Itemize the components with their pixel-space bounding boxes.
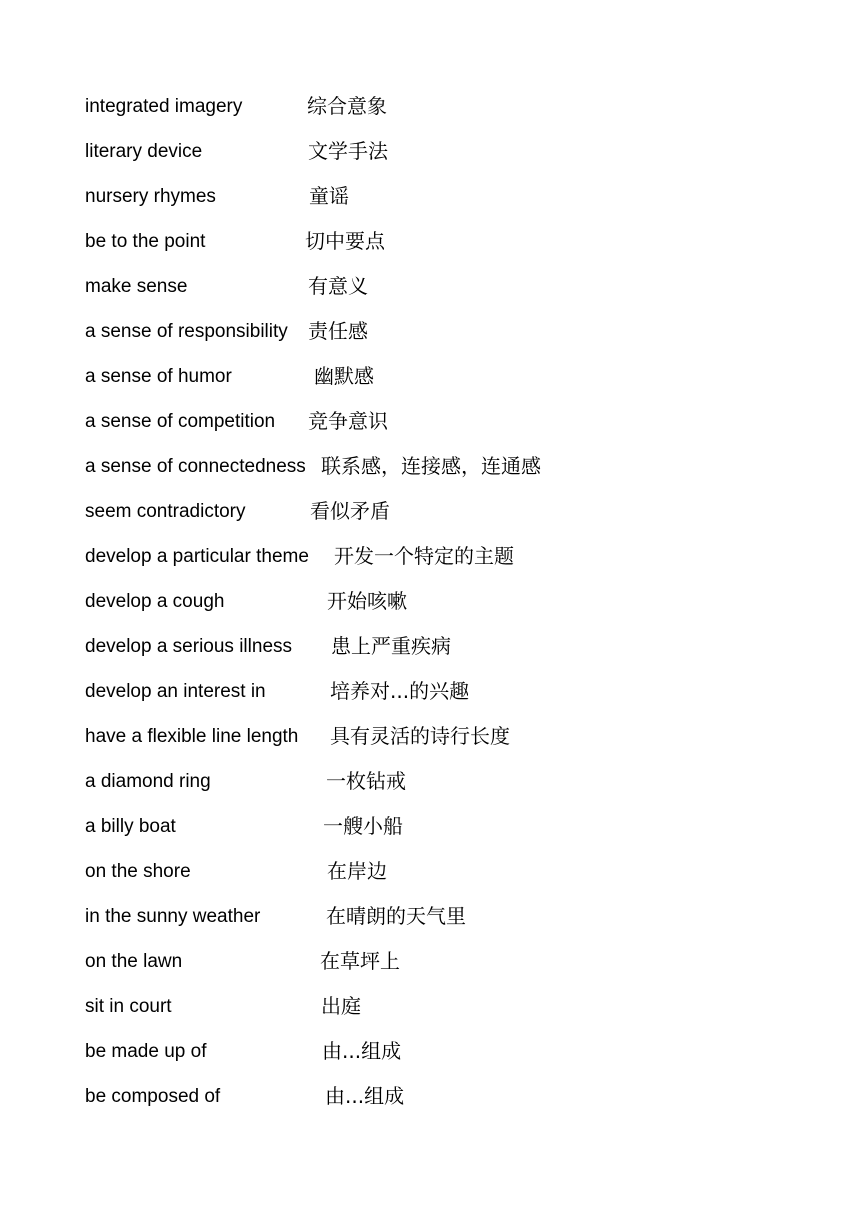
english-phrase: be to the point — [85, 231, 206, 252]
chinese-translation: 文学手法 — [308, 139, 388, 163]
vocabulary-entry — [85, 804, 785, 849]
chinese-translation: 综合意象 — [307, 94, 387, 118]
english-phrase: integrated imagery — [85, 96, 243, 117]
english-phrase: seem contradictory — [85, 501, 246, 522]
english-phrase: sit in court — [85, 996, 172, 1017]
vocabulary-entry — [85, 669, 785, 714]
vocabulary-entry — [85, 624, 785, 669]
vocabulary-entry — [85, 534, 785, 579]
english-phrase: develop a particular theme — [85, 546, 309, 567]
chinese-translation: 一枚钻戒 — [326, 769, 406, 793]
english-phrase: a billy boat — [85, 816, 176, 837]
english-phrase: in the sunny weather — [85, 906, 261, 927]
english-phrase: develop an interest in — [85, 681, 266, 702]
english-phrase: on the shore — [85, 861, 191, 882]
chinese-translation: 患上严重疾病 — [331, 634, 451, 658]
vocabulary-entry — [85, 759, 785, 804]
chinese-translation: 在草坪上 — [320, 949, 400, 973]
chinese-translation: 开发一个特定的主题 — [334, 544, 514, 568]
chinese-translation: 由...组成 — [325, 1084, 405, 1108]
english-phrase: have a flexible line length — [85, 726, 299, 747]
chinese-translation: 出庭 — [321, 994, 361, 1018]
vocabulary-entry — [85, 849, 785, 894]
chinese-translation: 幽默感 — [314, 364, 374, 388]
chinese-translation: 培养对...的兴趣 — [330, 679, 470, 703]
vocabulary-entry — [85, 174, 785, 219]
vocabulary-entry — [85, 84, 785, 129]
english-phrase: a sense of connectedness — [85, 456, 306, 477]
chinese-translation: 童谣 — [309, 184, 349, 208]
chinese-translation: 一艘小船 — [323, 814, 403, 838]
chinese-translation: 具有灵活的诗行长度 — [330, 724, 510, 748]
vocabulary-entry — [85, 444, 785, 489]
english-phrase: nursery rhymes — [85, 186, 216, 207]
vocabulary-entry — [85, 264, 785, 309]
chinese-translation: 责任感 — [308, 319, 368, 343]
vocabulary-entry — [85, 714, 785, 759]
vocabulary-entry — [85, 399, 785, 444]
vocabulary-entry — [85, 939, 785, 984]
english-phrase: on the lawn — [85, 951, 183, 972]
chinese-translation: 看似矛盾 — [310, 499, 390, 523]
chinese-translation: 竞争意识 — [308, 409, 388, 433]
english-phrase: be composed of — [85, 1086, 221, 1107]
english-phrase: a diamond ring — [85, 771, 211, 792]
vocabulary-entry — [85, 984, 785, 1029]
vocabulary-entry — [85, 354, 785, 399]
english-phrase: a sense of responsibility — [85, 321, 288, 342]
english-phrase: develop a cough — [85, 591, 225, 612]
chinese-translation: 开始咳嗽 — [327, 589, 407, 613]
vocabulary-entry — [85, 1029, 785, 1074]
vocabulary-entry — [85, 129, 785, 174]
chinese-translation: 在晴朗的天气里 — [326, 904, 466, 928]
vocabulary-entry — [85, 1074, 785, 1119]
vocabulary-entry — [85, 489, 785, 534]
chinese-translation: 有意义 — [308, 274, 368, 298]
english-phrase: literary device — [85, 141, 203, 162]
chinese-translation: 切中要点 — [305, 229, 385, 253]
vocabulary-entry — [85, 579, 785, 624]
vocabulary-entry — [85, 894, 785, 939]
english-phrase: be made up of — [85, 1041, 207, 1062]
english-phrase: make sense — [85, 276, 188, 297]
vocabulary-list — [85, 84, 785, 1119]
chinese-translation: 在岸边 — [327, 859, 387, 883]
english-phrase: a sense of humor — [85, 366, 232, 387]
vocabulary-entry — [85, 219, 785, 264]
chinese-translation: 由...组成 — [322, 1039, 402, 1063]
vocabulary-entry — [85, 309, 785, 354]
english-phrase: a sense of competition — [85, 411, 276, 432]
chinese-translation: 联系感，连接感，连通感 — [321, 454, 541, 478]
english-phrase: develop a serious illness — [85, 636, 293, 657]
